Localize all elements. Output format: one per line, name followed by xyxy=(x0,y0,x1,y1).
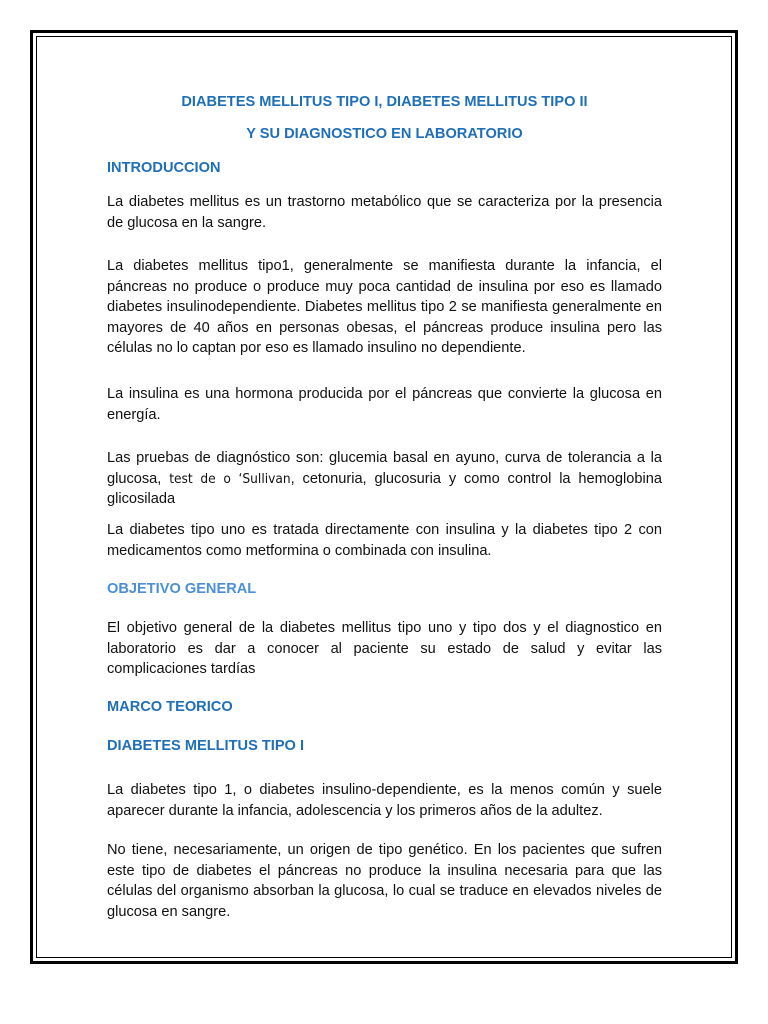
paragraph-intro-1: La diabetes mellitus es un trastorno metabólico que se caracteriza por la presencia de glucosa en la sangre. xyxy=(107,194,662,231)
paragraph-intro-4-part-a: Las pruebas de diagnóstico son: glucemia basal en ayuno, curva de tolerancia a la glucosa, xyxy=(107,450,662,487)
document-title-line-2: Y SU DIAGNOSTICO EN LABORATORIO xyxy=(246,126,523,142)
paragraph-intro-5: La diabetes tipo uno es tratada directamente con insulina y la diabetes tipo 2 con medicamentos como metformina o combinada con insulina. xyxy=(107,522,662,559)
paragraph-objetivo: El objetivo general de la diabetes mellitus tipo uno y tipo dos y el diagnostico en laboratorio es dar a conocer al paciente su estado de salud y evitar las complicaciones tardías xyxy=(107,620,662,677)
paragraph-intro-4-part-c: , cetonuria, glucosuria y como control la hemoglobina glicosilada xyxy=(107,470,662,507)
paragraph-tipo1-2: No tiene, necesariamente, un origen de tipo genético. En los pacientes que sufren este tipo de diabetes el páncreas no produce la insulina necesaria para que las células del organismo absorban la glucosa, lo cual se traduce en elevados niveles de glucosa en sangre. xyxy=(107,842,662,920)
paragraph-intro-4 xyxy=(107,448,662,510)
heading-objetivo-general: OBJETIVO GENERAL xyxy=(107,581,257,597)
heading-diabetes-tipo-1: DIABETES MELLITUS TIPO I xyxy=(107,738,305,754)
heading-introduccion: INTRODUCCION xyxy=(107,160,221,176)
document-title-line-1: DIABETES MELLITUS TIPO I, DIABETES MELLITUS TIPO II xyxy=(181,94,588,110)
heading-marco-teorico: MARCO TEORICO xyxy=(107,699,233,715)
paragraph-intro-4-part-b: test de o ‘Sullivan xyxy=(169,470,291,487)
paragraph-intro-3: La insulina es una hormona producida por el páncreas que convierte la glucosa en energía. xyxy=(107,386,662,423)
paragraph-intro-2: La diabetes mellitus tipo1, generalmente se manifiesta durante la infancia, el páncreas no produce o produce muy poca cantidad de insulina por eso es llamado diabetes insulinodependiente. Diabetes mellitus tipo 2 se manifiesta generalmente en mayores de 40 años en personas obesas, el páncreas produce insulina pero las células no lo captan por eso es llamado insulino no dependiente. xyxy=(107,258,662,356)
paragraph-tipo1-1: La diabetes tipo 1, o diabetes insulino-dependiente, es la menos común y suele aparecer durante la infancia, adolescencia y los primeros años de la adultez. xyxy=(107,782,662,819)
